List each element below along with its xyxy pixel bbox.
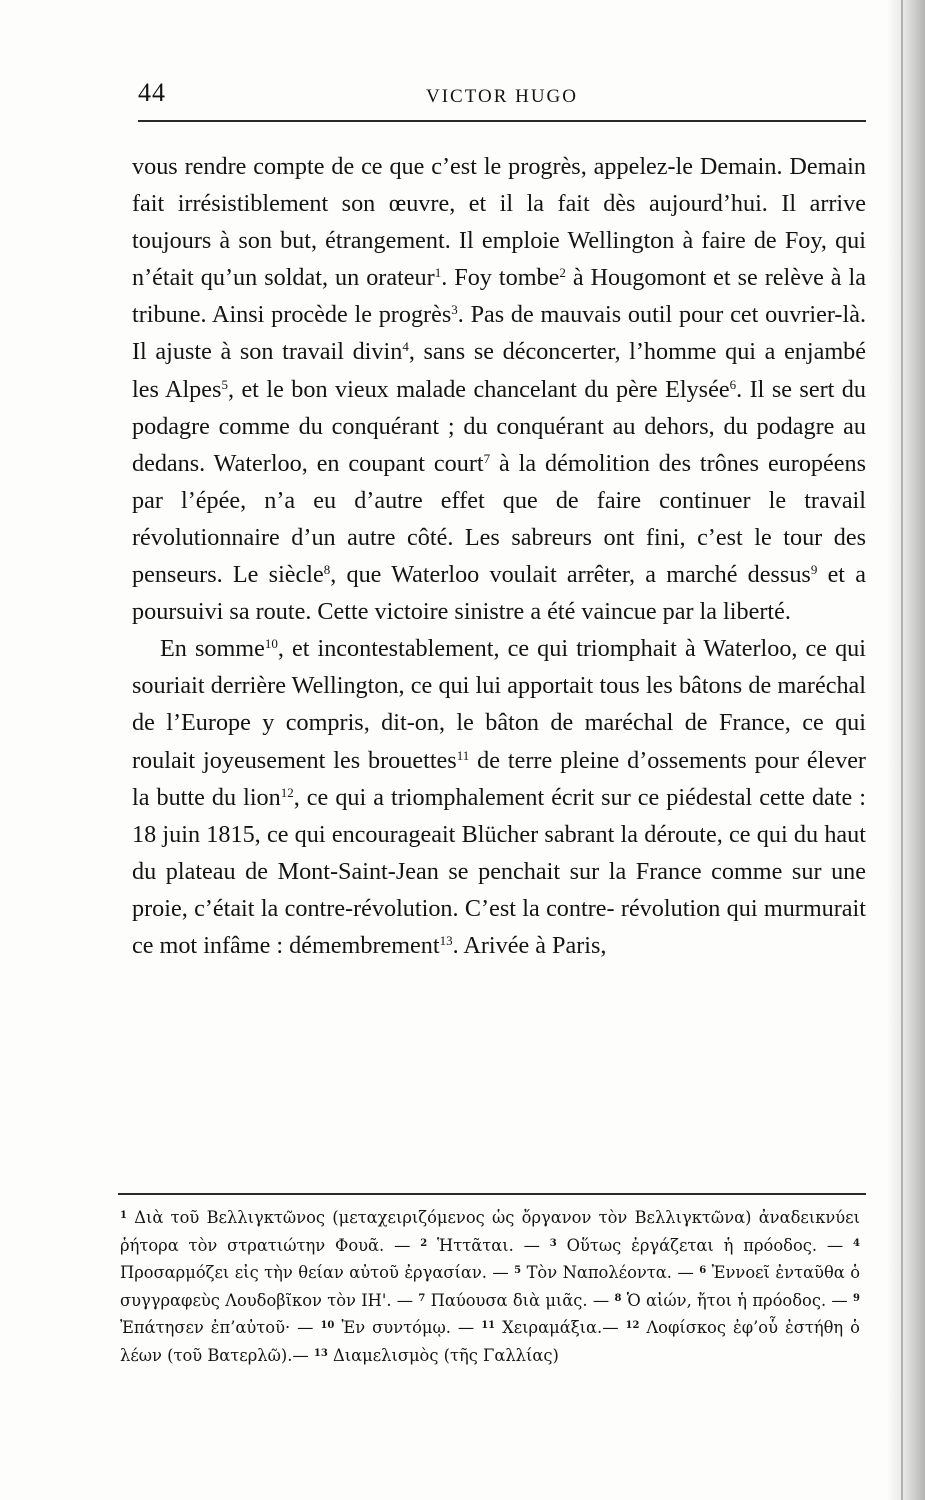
paragraph-1 — [132, 148, 866, 630]
text-run: vous rendre compte de ce que c’est le progrès, appelez-le Demain. Demain fait irrésistiblement son œuvre, et il la fait dès aujourd’hui. Il arrive toujours à son but, étrangement. Il emploie Wellington à faire de Foy, qui n’était qu’un soldat, un orateur — [132, 153, 866, 292]
footnote-number: 12 — [625, 1320, 640, 1332]
text-run: à Hougomont et se relève à la tribune. Ainsi procède le progrès — [132, 264, 866, 329]
footnote-number: 13 — [313, 1347, 328, 1359]
footnote-ref-7: 7 — [483, 450, 491, 466]
footnote-text: Οὕτως ἐργάζεται ἡ πρόοδος. — — [556, 1235, 854, 1255]
footnote-number: 6 — [699, 1265, 707, 1277]
text-run: à la démolition des trônes européens par l’épée, n’a eu d’autre effet que de faire continuer le travail révolutionnaire d’un autre côté. Les sabreurs ont fini, c’est le tour des penseurs. Le siècle — [132, 449, 866, 589]
footnote-number: 4 — [853, 1237, 861, 1249]
main-text — [132, 148, 866, 964]
footnote-number: 2 — [420, 1237, 428, 1249]
footnote-ref-6: 6 — [729, 376, 737, 392]
text-run: , et le bon vieux malade chancelant du père Elysée — [227, 375, 730, 403]
paragraph-2 — [132, 630, 866, 964]
page-header — [138, 76, 866, 126]
footnote-text: Ὁ αἰών, ἤτοι ἡ πρόοδος. — — [621, 1290, 854, 1310]
footnote-ref-2: 2 — [559, 265, 566, 281]
footnote-ref-3: 3 — [451, 302, 458, 318]
footnote-ref-9: 9 — [810, 562, 818, 578]
footnote-ref-1: 1 — [434, 265, 442, 281]
footnote-text: Διὰ τοῦ Βελλιγκτῶνος (μεταχειριζόμενος ὡς ὄργανον τὸν Βελλιγκτῶνα) ἀναδεικνύει ῥήτορα τὸν στρατιώτην Φουᾶ. — — [120, 1208, 860, 1255]
footnote-text: Λοφίσκος ἐφ’οὗ ἐστήθη ὁ λέων (τοῦ Βατερλῶ).— — [120, 1318, 860, 1365]
footnote-text: Ἐπάτησεν ἐπ’αὐτοῦ· — — [120, 1318, 321, 1338]
running-head: VICTOR HUGO — [425, 86, 578, 107]
footnote-number: 10 — [320, 1320, 335, 1332]
text-run: , que Waterloo voulait arrêter, a marché dessus — [330, 561, 811, 589]
footnote-ref-10: 10 — [264, 636, 278, 652]
footnote-text: Διαμελισμὸς (τῆς Γαλλίας) — [327, 1345, 559, 1365]
footnote-ref-8: 8 — [323, 562, 331, 578]
footnote-number: 8 — [614, 1292, 622, 1304]
footnote-text: Χειραμάξια.— — [495, 1318, 626, 1338]
page-number: 44 — [138, 78, 166, 107]
text-run: et a poursuivi sa route. Cette victoire sinistre a été vaincue par la liberté. — [132, 561, 866, 626]
footnote-ref-5: 5 — [221, 376, 228, 392]
footnote-text: Τὸν Ναπολέοντα. — — [521, 1263, 700, 1283]
footnote-number: 5 — [514, 1265, 522, 1277]
footnote-text: Ἐν συντόμῳ. — — [334, 1318, 482, 1338]
binding-edge — [901, 0, 903, 1500]
text-run: En somme — [160, 635, 265, 663]
footnote-text: Ἡττᾶται. — — [427, 1235, 550, 1255]
footnotes — [120, 1204, 860, 1370]
footnote-text: Παύουσα διὰ μιᾶς. — — [425, 1290, 615, 1310]
footnote-text: Προσαρμόζει εἰς τὴν θείαν αὐτοῦ ἐργασίαν. — — [120, 1263, 515, 1283]
footnote-text: Ἐννοεῖ ἐνταῦθα ὁ συγγραφεὺς Λουδοβῖκον τὸν ΙΗ'. — — [120, 1263, 861, 1310]
text-run: , ce qui a triomphalement écrit sur ce piédestal cette date : 18 juin 1815, ce qui encourageait Blücher sabrant la déroute, ce qui du haut du plateau de Mont-Saint-Jean se penchait sur la France comme sur une proie, c’était la contre-révolution. C’est la contre- révolution qui murmurait ce mot infâme : démembrement — [132, 783, 866, 959]
footnote-number: 1 — [120, 1210, 127, 1221]
binding-shadow — [887, 0, 925, 1500]
text-run: . Pas de mauvais outil pour cet ouvrier-là. Il ajuste à son travail divin — [132, 301, 866, 366]
footnote-number: 7 — [418, 1292, 426, 1304]
footnote-number: 3 — [549, 1237, 557, 1249]
text-run: , sans se déconcerter, l’homme qui a enjambé les Alpes — [132, 338, 867, 403]
footnote-ref-13: 13 — [439, 932, 453, 948]
footnote-number: 9 — [853, 1292, 860, 1304]
text-run: . Arivée à Paris, — [452, 931, 607, 959]
footnote-number: 11 — [481, 1320, 496, 1332]
text-run: de terre pleine d’ossements pour élever la butte du lion — [132, 746, 866, 811]
text-run: . Foy tombe — [441, 264, 560, 292]
footnote-rule — [118, 1193, 866, 1195]
footnote-ref-11: 11 — [456, 747, 470, 763]
header-rule — [138, 120, 866, 122]
footnote-ref-4: 4 — [402, 339, 409, 355]
footnote-ref-12: 12 — [280, 784, 294, 800]
text-run: , et incontestablement, ce qui triomphait à Waterloo, ce qui souriait derrière Wellington, ce qui lui apportait tous les bâtons de maréchal de l’Europe y compris, dit-on, le bâton de maréchal de France, ce qui roulait joyeusement les brouettes — [132, 635, 866, 774]
text-run: . Il se sert du podagre comme du conquérant ; du conquérant au dehors, du podagre au dedans. Waterloo, en coupant court — [132, 375, 866, 477]
